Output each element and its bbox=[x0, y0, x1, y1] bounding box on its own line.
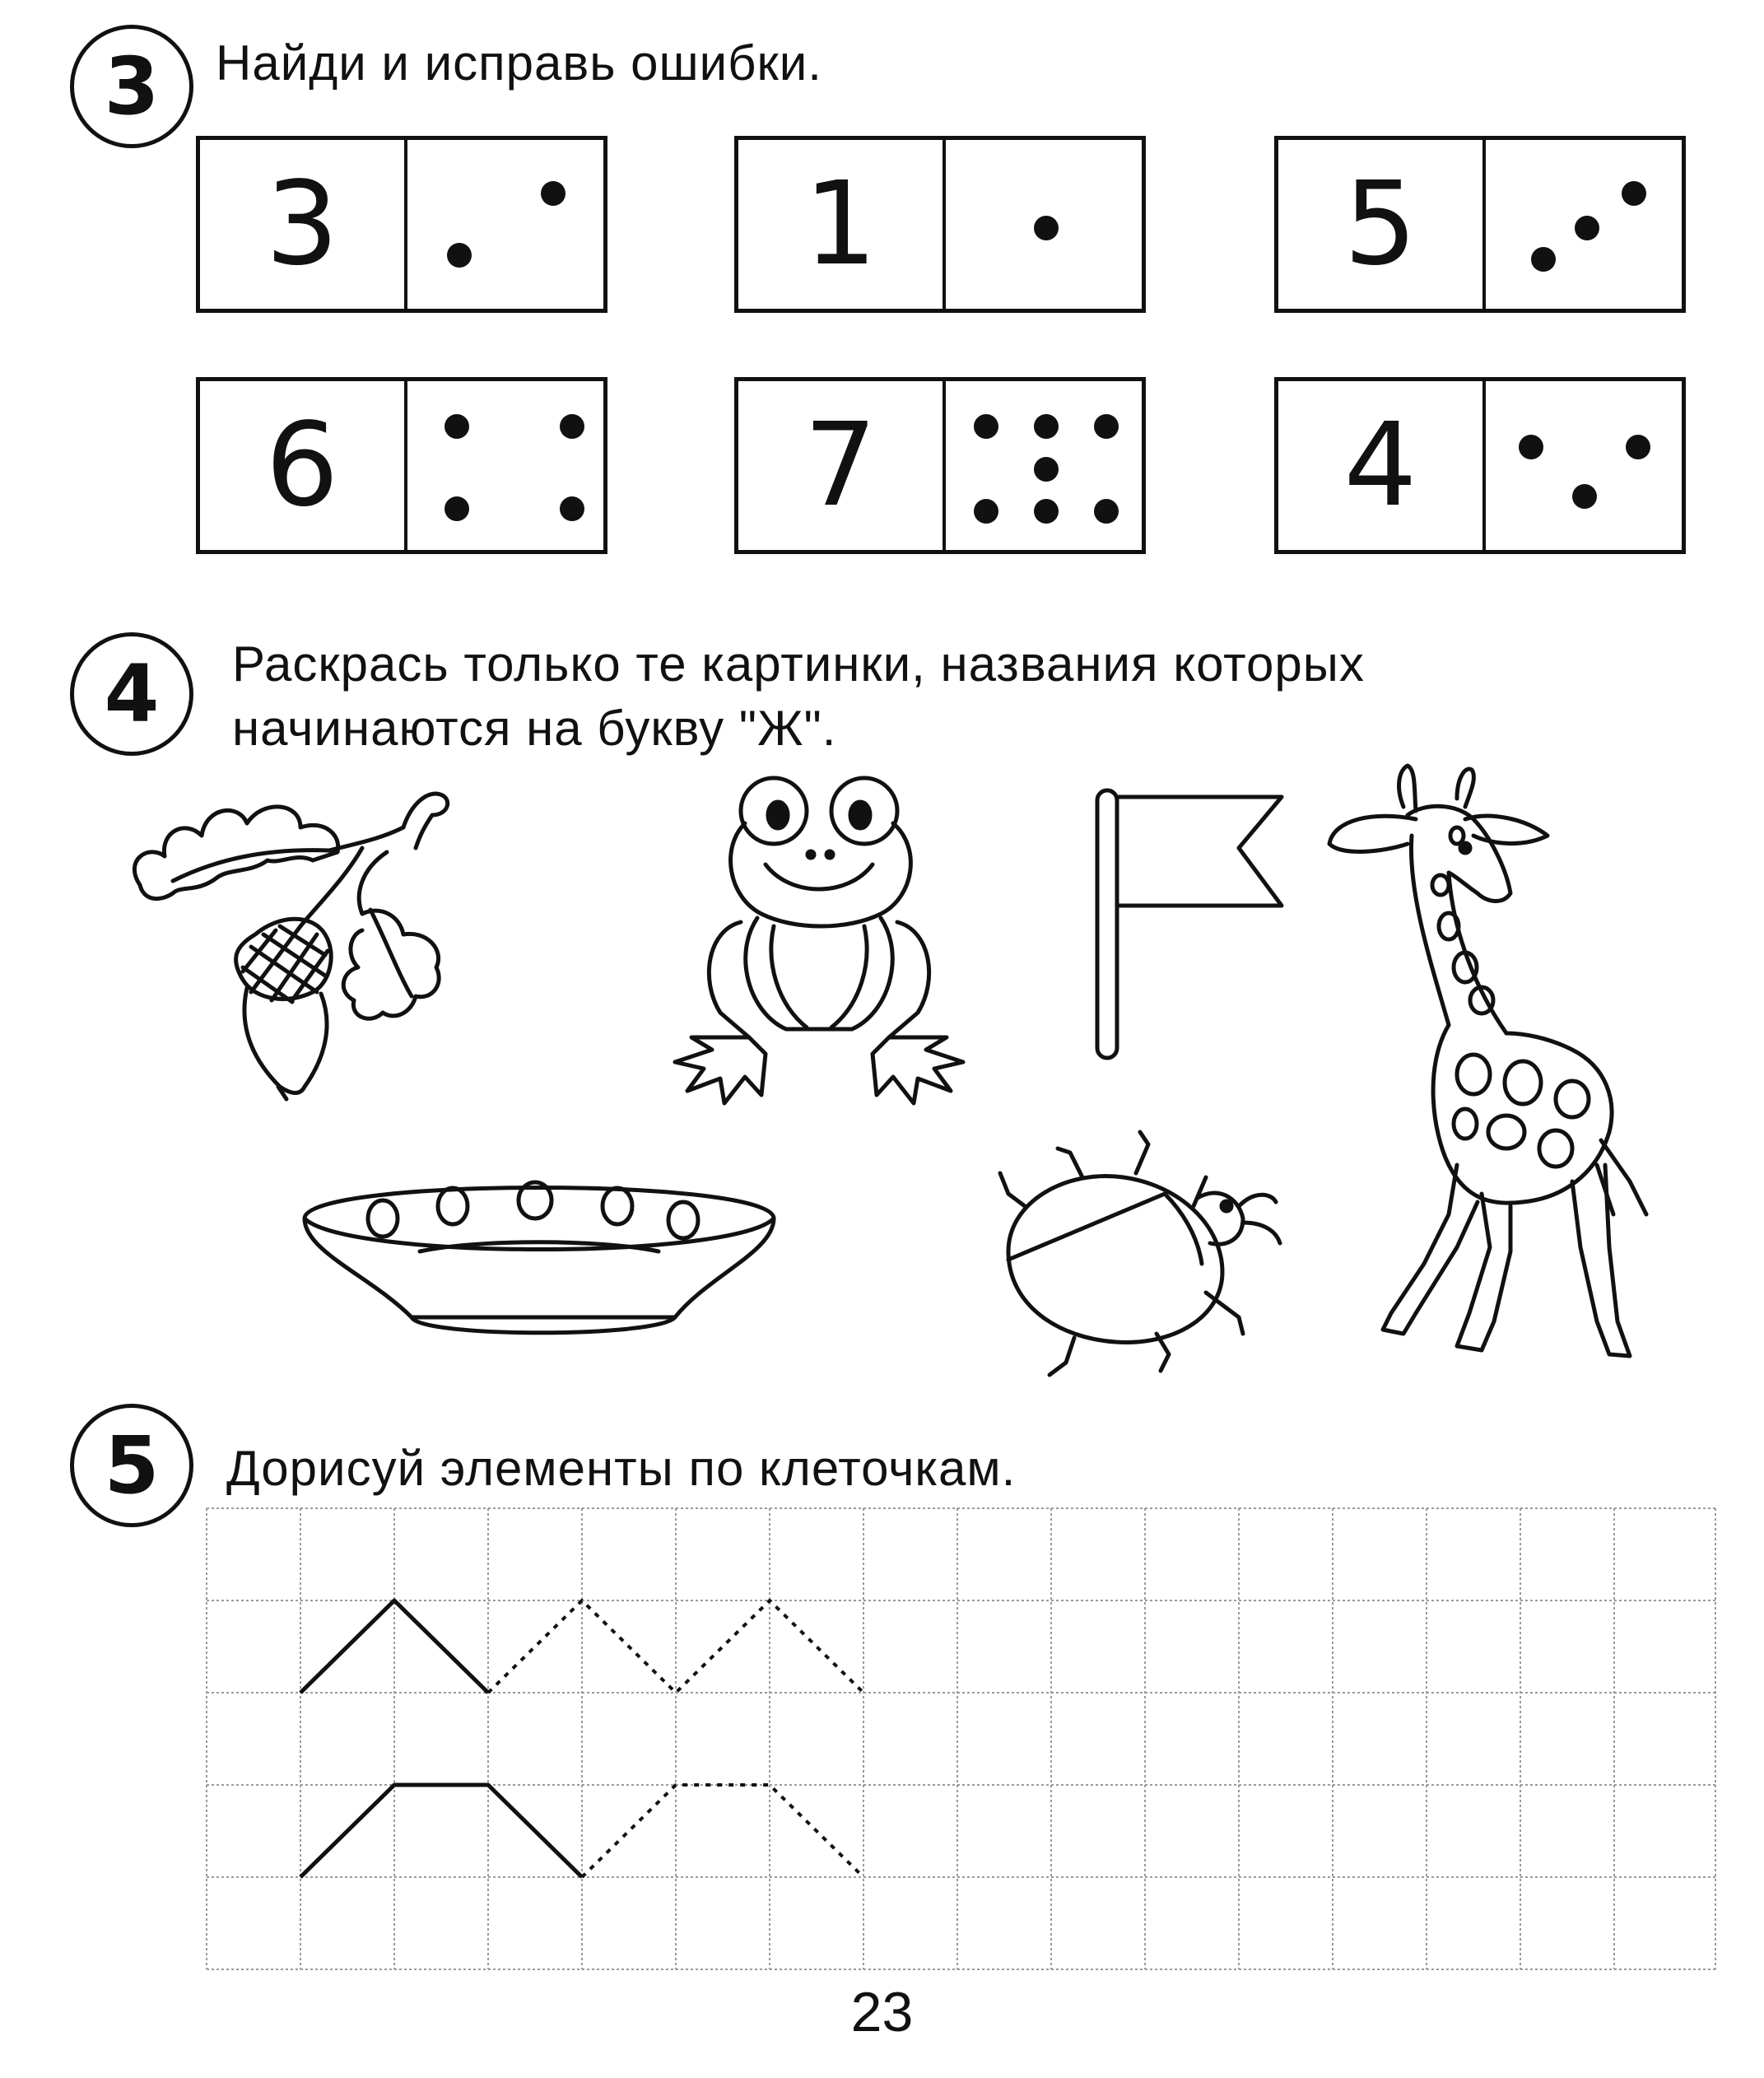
drawing-grid[interactable] bbox=[206, 1507, 1717, 1973]
domino-number: 1 bbox=[738, 140, 946, 309]
task-4-instruction-line1: Раскрась только те картинки, названия которых bbox=[232, 636, 1365, 692]
domino-1[interactable] bbox=[734, 136, 1146, 313]
domino-3[interactable] bbox=[196, 136, 607, 313]
acorn-branch-picture[interactable] bbox=[115, 770, 510, 1132]
task-5-instruction: Дорисуй элементы по клеточкам. bbox=[226, 1441, 1017, 1496]
domino-4[interactable] bbox=[1274, 377, 1686, 554]
domino-number: 7 bbox=[738, 381, 946, 550]
domino-5[interactable] bbox=[1274, 136, 1686, 313]
plate-picture[interactable] bbox=[296, 1161, 782, 1358]
frog-picture[interactable] bbox=[642, 766, 1004, 1120]
task-3-instruction: Найди и исправь ошибки. bbox=[216, 35, 822, 91]
task-3-number: 3 bbox=[104, 40, 160, 133]
page-number: 23 bbox=[850, 1981, 914, 2043]
domino-dots bbox=[946, 381, 1142, 550]
domino-number: 5 bbox=[1278, 140, 1486, 309]
task-3-badge bbox=[70, 25, 193, 148]
task-4-number: 4 bbox=[104, 648, 160, 740]
task-4-badge bbox=[70, 632, 193, 756]
domino-7[interactable] bbox=[734, 377, 1146, 554]
task-5-badge bbox=[70, 1404, 193, 1527]
domino-dots bbox=[1486, 381, 1682, 550]
flag-picture[interactable] bbox=[1091, 782, 1296, 1066]
domino-number: 4 bbox=[1278, 381, 1486, 550]
domino-dots bbox=[407, 140, 603, 309]
domino-dots bbox=[407, 381, 603, 550]
domino-number: 6 bbox=[200, 381, 407, 550]
beetle-picture[interactable] bbox=[992, 1128, 1288, 1383]
domino-dots bbox=[946, 140, 1142, 309]
grid-lines bbox=[207, 1508, 1715, 1969]
task-4-instruction-line2: начинаются на букву "Ж". bbox=[232, 701, 837, 756]
domino-number: 3 bbox=[200, 140, 407, 309]
giraffe-picture[interactable] bbox=[1325, 753, 1671, 1379]
domino-6[interactable] bbox=[196, 377, 607, 554]
domino-dots bbox=[1486, 140, 1682, 309]
task-5-number: 5 bbox=[104, 1419, 160, 1512]
